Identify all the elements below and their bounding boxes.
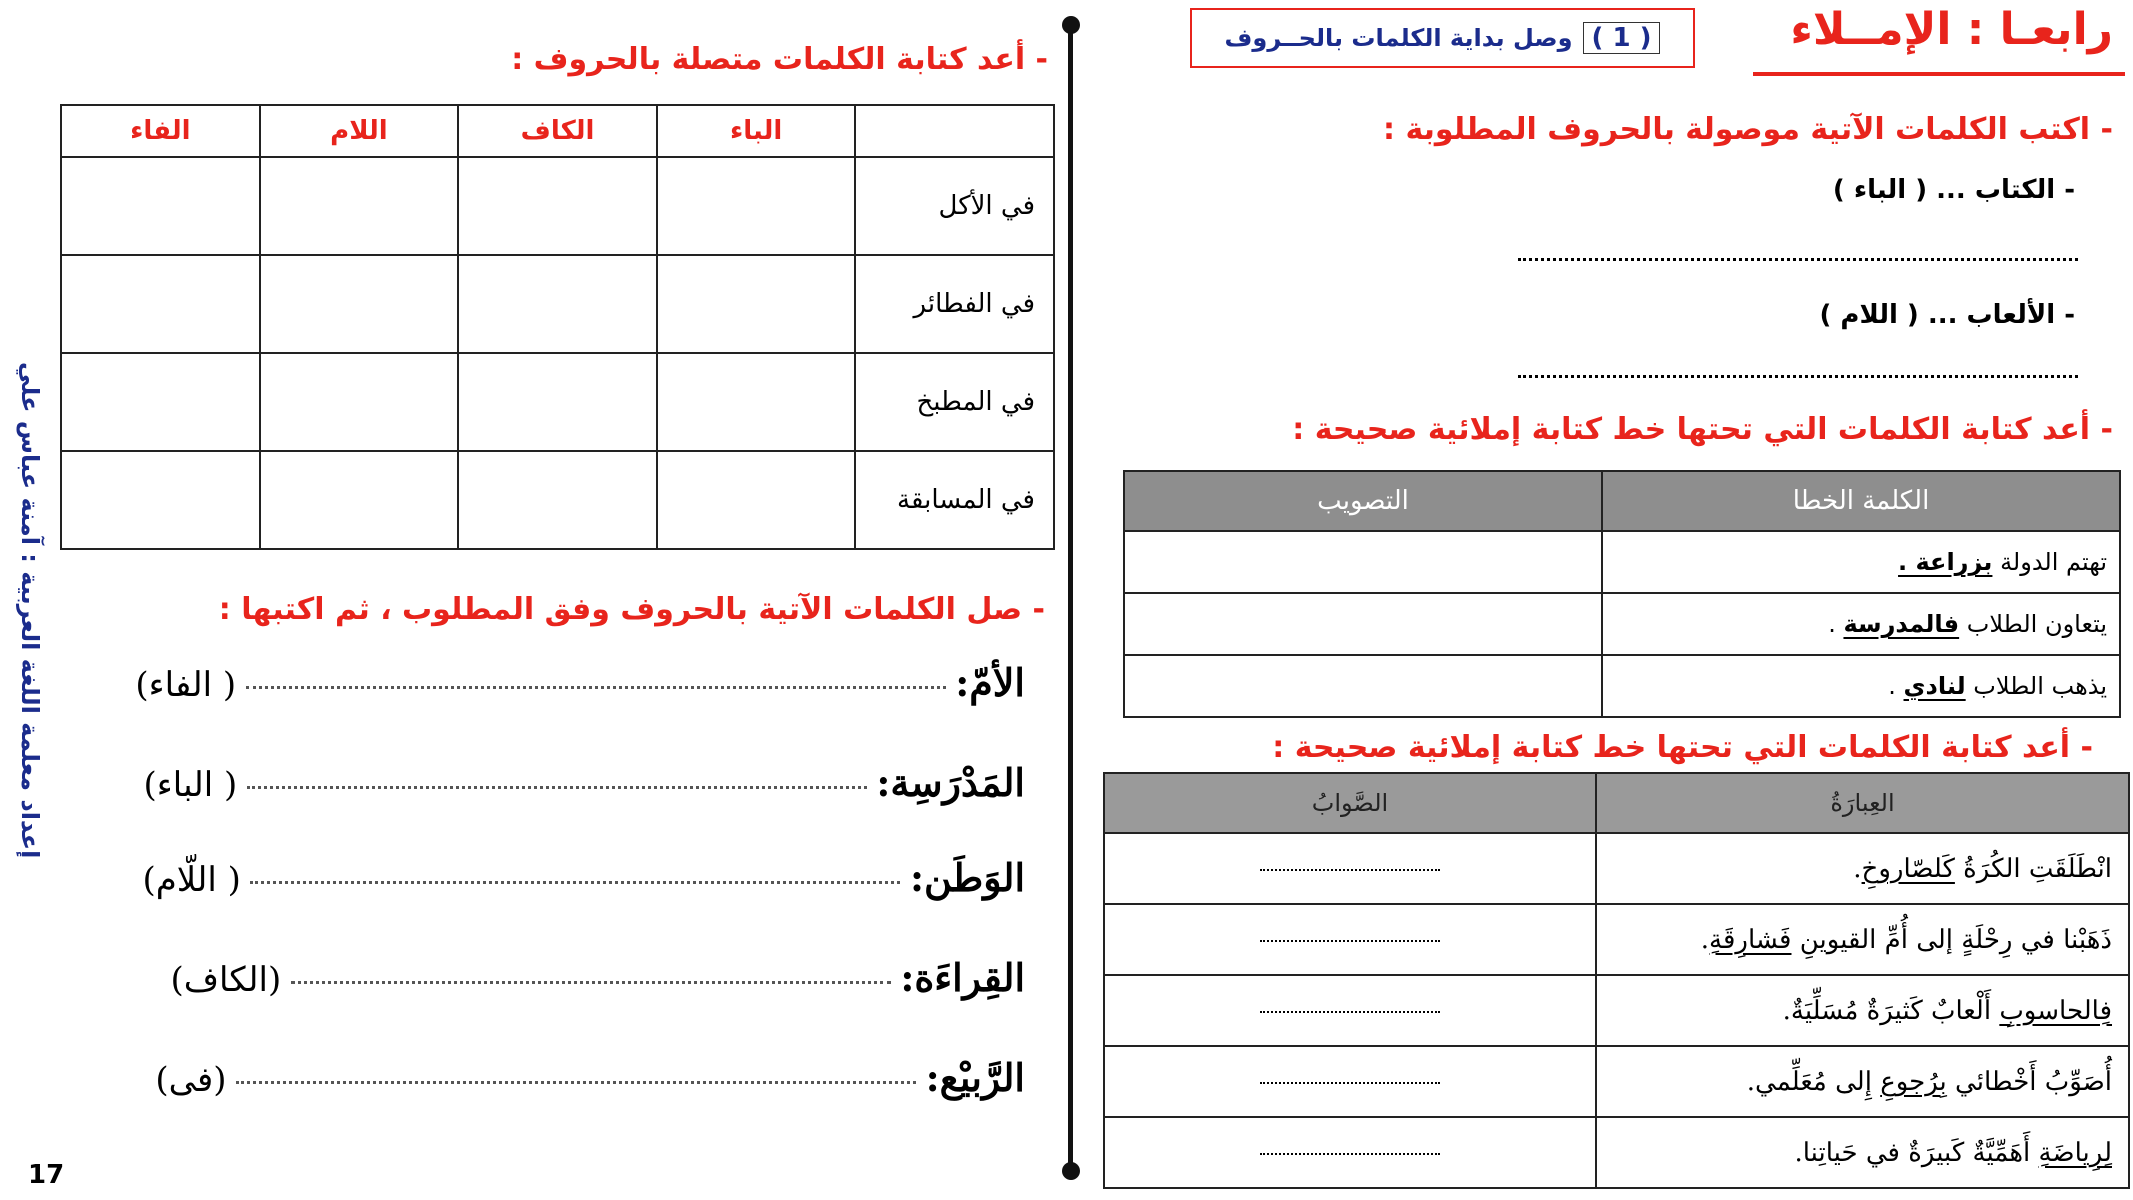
letters-answer-cell[interactable] (657, 353, 856, 451)
connect-hint: ( اللّام) (142, 860, 241, 900)
connect-row (144, 760, 1026, 805)
answer-dotted-line (1260, 869, 1440, 871)
connect-word: الرَّبيْع: (925, 1055, 1025, 1100)
subtitle-number: ( 1 ) (1583, 22, 1661, 54)
letters-row-label: في الفطائر (855, 255, 1054, 353)
table2-answer-cell[interactable] (1104, 975, 1596, 1046)
letters-answer-cell[interactable] (61, 451, 260, 549)
table2-sentence: فِالحاسوبِ أَلْعابٌ كَثيرَةٌ مُسَلِّيَةٌ. (1596, 975, 2129, 1046)
underlined-word: كَلصّاروخِ (1861, 853, 1955, 884)
letters-answer-cell[interactable] (61, 353, 260, 451)
connect-hint: ( الباء) (143, 765, 238, 805)
connect-hint: (فى) (155, 1060, 227, 1100)
table1-sentence: تهتم الدولة بزراعة . (1602, 531, 2120, 593)
connect-row (135, 660, 1025, 705)
table1-answer-cell[interactable] (1124, 655, 1602, 717)
underlined-word: بزراعة . (1898, 548, 1993, 576)
letters-row-label: في المطبخ (855, 353, 1054, 451)
correction-table-2 (1103, 772, 2130, 1189)
answer-dotted-line (1260, 940, 1440, 942)
table2-header-sentence: العِبارَةُ (1596, 773, 2129, 833)
table2-answer-cell[interactable] (1104, 1117, 1596, 1188)
connect-hint: (الكاف) (170, 960, 282, 1000)
left-q2-heading: - صل الكلمات الآتية بالحروف وفق المطلوب ، ثم اكتبها : (218, 592, 1045, 627)
q2-heading: - أعد كتابة الكلمات التي تحتها خط كتابة إملائية صحيحة : (1292, 412, 2113, 447)
letters-answer-cell[interactable] (458, 451, 657, 549)
table2-sentence: انْطَلَقَتِ الكُرَةُ كَلصّاروخِ. (1596, 833, 2129, 904)
letters-table (60, 104, 1055, 550)
table2-answer-cell[interactable] (1104, 1046, 1596, 1117)
table-row (1124, 655, 2120, 717)
connect-hint: ( الفاء) (135, 665, 237, 705)
table1-answer-cell[interactable] (1124, 531, 1602, 593)
letters-answer-cell[interactable] (657, 157, 856, 255)
letters-answer-cell[interactable] (260, 157, 459, 255)
answer-dotted-line (1260, 1153, 1440, 1155)
connect-answer-line[interactable] (246, 686, 946, 689)
table1-answer-cell[interactable] (1124, 593, 1602, 655)
table1-header-wrong-word: الكلمة الخطا (1602, 471, 2120, 531)
divider-dot-bottom (1062, 1162, 1080, 1180)
letters-answer-cell[interactable] (657, 451, 856, 549)
connect-word: المَدْرَسِة: (876, 760, 1025, 805)
letters-answer-cell[interactable] (458, 255, 657, 353)
table1-sentence: يذهب الطلاب لنادي . (1602, 655, 2120, 717)
letters-answer-cell[interactable] (657, 255, 856, 353)
connect-answer-line[interactable] (291, 981, 891, 984)
table1-sentence: يتعاون الطلاب فالمدرسة . (1602, 593, 2120, 655)
correction-table-1 (1123, 470, 2121, 718)
table-row (1104, 1117, 2129, 1188)
letters-answer-cell[interactable] (61, 255, 260, 353)
letters-row-label: في المسابقة (855, 451, 1054, 549)
connect-row (142, 855, 1025, 900)
q1-item-1: - الكتاب ... ( الباء ) (1832, 175, 2075, 205)
connect-row (155, 1055, 1025, 1100)
page-number: 17 (28, 1160, 65, 1190)
table2-sentence: أُصَوِّبُ أَخْطائي بِرُجوعِ إِلى مُعَلِّمي. (1596, 1046, 2129, 1117)
table-row (1124, 531, 2120, 593)
letters-header-lam: اللام (260, 105, 459, 157)
table1-header-correction: التصويب (1124, 471, 1602, 531)
letters-answer-cell[interactable] (458, 157, 657, 255)
left-q1-heading: - أعد كتابة الكلمات متصلة بالحروف : (511, 42, 1048, 77)
table-row (1104, 1046, 2129, 1117)
author-credit: إعداد معلمة اللغة العربية : آمنة عباس علي (16, 361, 44, 859)
letters-header-fa: الفاء (61, 105, 260, 157)
letters-header-ba: الباء (657, 105, 856, 157)
q1-answer-line-2[interactable] (1518, 375, 2078, 378)
underlined-word: لِرِياضَةِ (2038, 1137, 2112, 1168)
q1-item-2: - الألعاب ... ( اللام ) (1819, 300, 2075, 330)
letters-answer-cell[interactable] (260, 255, 459, 353)
q3-heading: - أعد كتابة الكلمات التي تحتها خط كتابة إملائية صحيحة : (1272, 730, 2093, 765)
title-underline (1753, 72, 2125, 76)
letters-answer-cell[interactable] (458, 353, 657, 451)
subtitle-text: وصل بداية الكلمات بالحــروف (1224, 24, 1573, 52)
table-row (61, 255, 1054, 353)
subtitle-box (1190, 8, 1695, 68)
connect-word: الوَطَن: (910, 855, 1025, 900)
letters-answer-cell[interactable] (61, 157, 260, 255)
table2-sentence: لِرِياضَةِ أَهَمِّيَّةٌ كَبيرَةٌ في حَياتِنا. (1596, 1117, 2129, 1188)
table2-sentence: ذَهَبْنا في رِحْلَةٍ إلى أُمِّ القيوينِ فَشارِقَةِ. (1596, 904, 2129, 975)
answer-dotted-line (1260, 1011, 1440, 1013)
table-row (61, 451, 1054, 549)
letters-answer-cell[interactable] (260, 353, 459, 451)
table2-header-correct: الصَّوابُ (1104, 773, 1596, 833)
column-divider (1068, 32, 1073, 1172)
underlined-word: لنادي (1903, 672, 1966, 700)
table-row (1124, 593, 2120, 655)
connect-row (171, 955, 1026, 1000)
answer-dotted-line (1260, 1082, 1440, 1084)
underlined-word: فالمدرسة (1843, 610, 1960, 638)
table-row (1104, 904, 2129, 975)
letters-header-kaf: الكاف (458, 105, 657, 157)
table2-answer-cell[interactable] (1104, 833, 1596, 904)
letters-row-label: في الأكل (855, 157, 1054, 255)
underlined-word: فَشارِقَةِ (1709, 924, 1792, 955)
table-row (1104, 975, 2129, 1046)
table-row (1104, 833, 2129, 904)
q1-heading: - اكتب الكلمات الآتية موصولة بالحروف المطلوبة : (1383, 112, 2113, 147)
underlined-word: فِالحاسوبِ (1999, 995, 2112, 1026)
connect-answer-line[interactable] (247, 786, 867, 789)
connect-answer-line[interactable] (250, 881, 900, 884)
letters-table-corner (855, 105, 1054, 157)
connect-word: القِراءَة: (900, 955, 1025, 1000)
table-row (61, 157, 1054, 255)
table2-answer-cell[interactable] (1104, 904, 1596, 975)
letters-answer-cell[interactable] (260, 451, 459, 549)
q1-answer-line-1[interactable] (1518, 258, 2078, 261)
underlined-word: بِرُجوعِ (1880, 1066, 1947, 1097)
divider-dot-top (1062, 16, 1080, 34)
connect-answer-line[interactable] (236, 1081, 916, 1084)
page-title: رابعـا : الإمــلاء (1790, 4, 2113, 55)
table-row (61, 353, 1054, 451)
connect-word: الأمّ: (955, 660, 1025, 705)
